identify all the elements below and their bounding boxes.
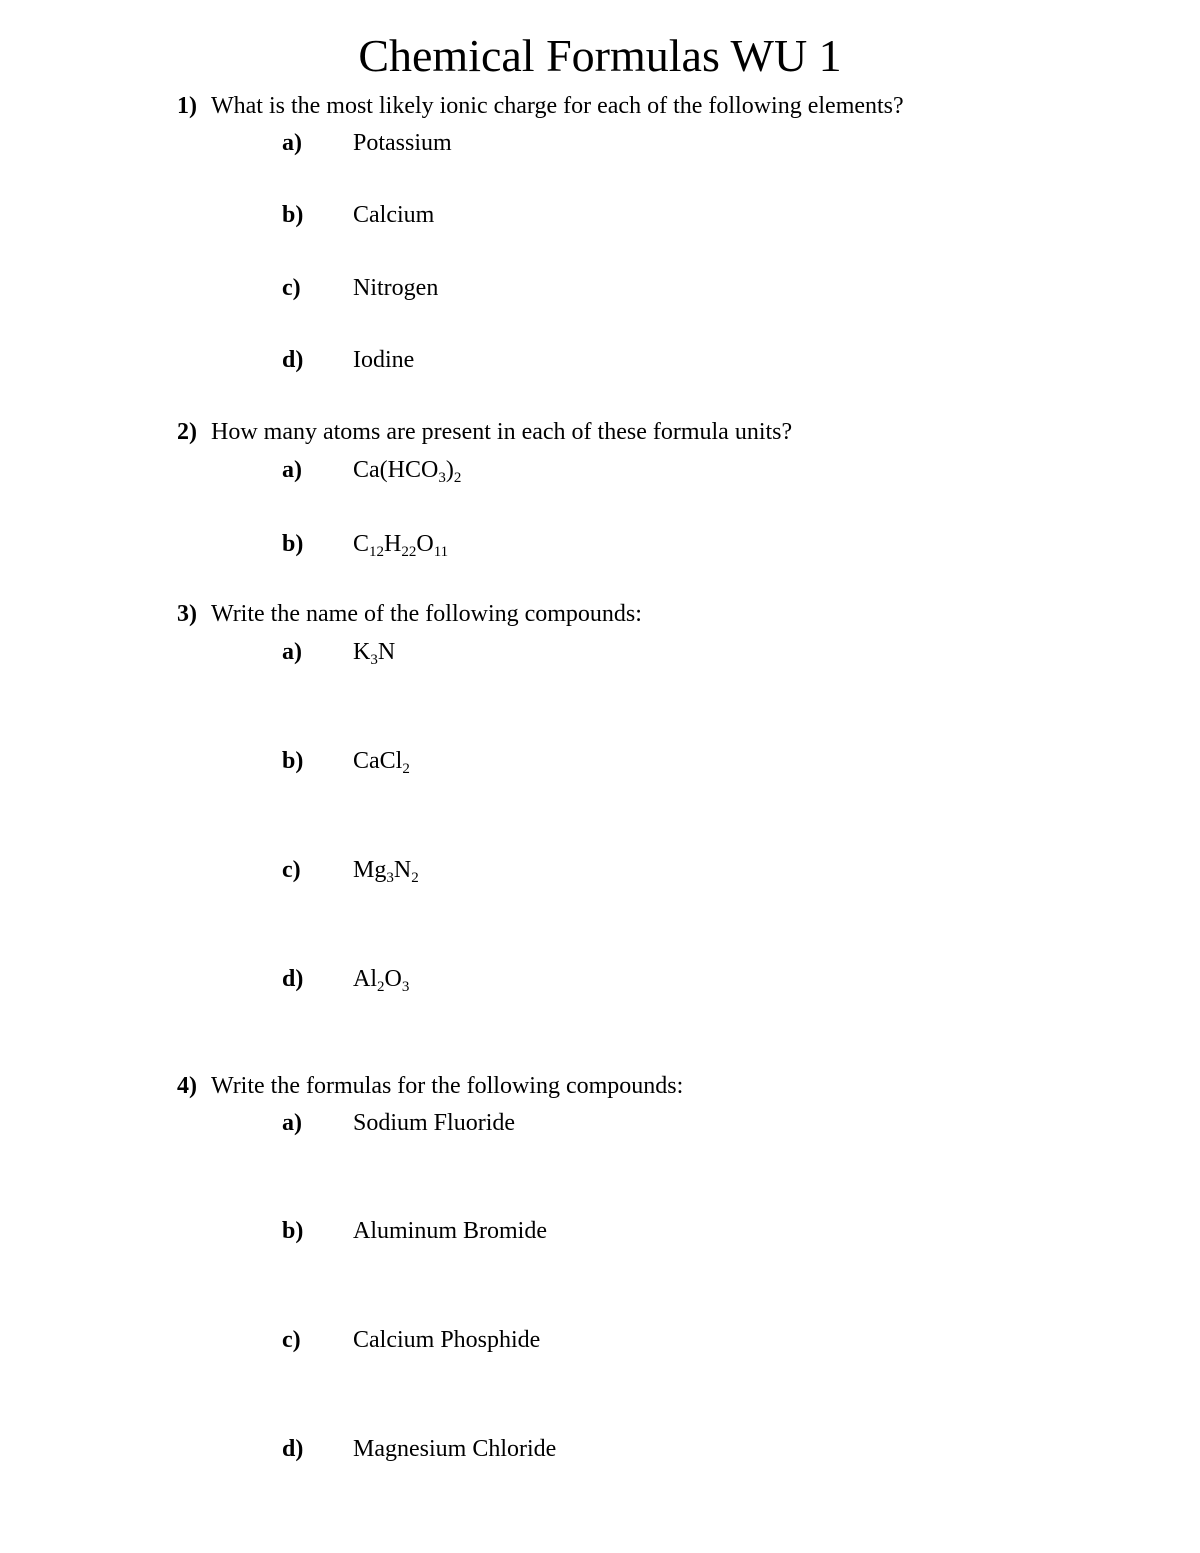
question-3-item-c	[282, 855, 419, 885]
formula-symbol: O	[416, 531, 434, 557]
chemical-formula	[353, 639, 396, 668]
question-4-item-a	[282, 1108, 515, 1138]
formula-subscript: 2	[453, 470, 462, 486]
question-number: 2)	[177, 419, 197, 445]
formula-subscript: 3	[370, 652, 378, 668]
question-2	[177, 417, 792, 447]
question-3-item-b	[282, 746, 410, 776]
item-letter: b)	[282, 531, 304, 557]
question-prompt: Write the formulas for the following compounds:	[211, 1073, 684, 1099]
formula-symbol: N	[377, 639, 396, 665]
item-letter: a)	[282, 457, 302, 483]
formula-subscript: 3	[438, 470, 446, 486]
question-3-item-d	[282, 964, 409, 994]
formula-symbol: Mg	[353, 857, 387, 883]
formula-symbol: Ca(HCO	[353, 457, 439, 483]
chemical-formula	[353, 748, 410, 777]
question-prompt: Write the name of the following compounds:	[211, 601, 642, 627]
item-text: Magnesium Chloride	[353, 1436, 557, 1462]
item-letter: d)	[282, 347, 304, 373]
chemical-formula	[353, 857, 419, 886]
formula-symbol: C	[353, 531, 370, 557]
formula-symbol: H	[384, 531, 402, 557]
item-letter: a)	[282, 1110, 302, 1136]
item-letter: a)	[282, 639, 302, 665]
formula-symbol: K	[353, 639, 371, 665]
item-letter: b)	[282, 1218, 304, 1244]
item-letter: b)	[282, 748, 304, 774]
item-letter: c)	[282, 275, 301, 301]
question-3-item-a	[282, 637, 395, 667]
question-4-item-b	[282, 1216, 547, 1246]
formula-subscript: 12	[369, 544, 385, 560]
question-number: 4)	[177, 1073, 197, 1099]
formula-symbol: O	[384, 966, 402, 992]
item-text: Calcium	[353, 202, 435, 228]
item-letter: c)	[282, 1327, 301, 1353]
chemical-formula	[353, 966, 410, 995]
item-letter: d)	[282, 1436, 304, 1462]
question-2-item-b	[282, 529, 448, 559]
item-text: Aluminum Bromide	[353, 1218, 547, 1244]
formula-subscript: 3	[401, 979, 410, 995]
formula-subscript: 11	[433, 544, 449, 560]
question-3	[177, 599, 642, 629]
chemical-formula	[353, 457, 462, 486]
question-prompt: What is the most likely ionic charge for each of the following elements?	[211, 93, 904, 119]
formula-symbol: N	[393, 857, 412, 883]
formula-subscript: 3	[386, 870, 394, 886]
formula-symbol: CaCl	[353, 748, 403, 774]
question-number: 1)	[177, 93, 197, 119]
item-letter: a)	[282, 130, 302, 156]
item-text: Nitrogen	[353, 275, 439, 301]
formula-subscript: 2	[377, 979, 385, 995]
item-letter: c)	[282, 857, 301, 883]
formula-symbol: )	[445, 457, 454, 483]
question-1-item-a	[282, 128, 452, 158]
formula-subscript: 22	[401, 544, 417, 560]
question-4-item-d	[282, 1434, 556, 1464]
question-4	[177, 1071, 683, 1101]
item-letter: d)	[282, 966, 304, 992]
question-1-item-b	[282, 200, 434, 230]
chemical-formula	[353, 531, 449, 560]
question-1	[177, 91, 904, 121]
question-prompt: How many atoms are present in each of these formula units?	[211, 419, 793, 445]
item-text: Sodium Fluoride	[353, 1110, 516, 1136]
question-1-item-d	[282, 345, 414, 375]
formula-subscript: 2	[402, 761, 410, 777]
page-title: Chemical Formulas WU 1	[358, 30, 842, 81]
item-text: Potassium	[353, 130, 452, 156]
item-letter: b)	[282, 202, 304, 228]
question-number: 3)	[177, 601, 197, 627]
item-text: Iodine	[353, 347, 415, 373]
question-2-item-a	[282, 455, 461, 485]
question-1-item-c	[282, 273, 438, 303]
item-text: Calcium Phosphide	[353, 1327, 541, 1353]
question-4-item-c	[282, 1325, 540, 1355]
formula-subscript: 2	[411, 870, 419, 886]
formula-symbol: Al	[353, 966, 377, 992]
